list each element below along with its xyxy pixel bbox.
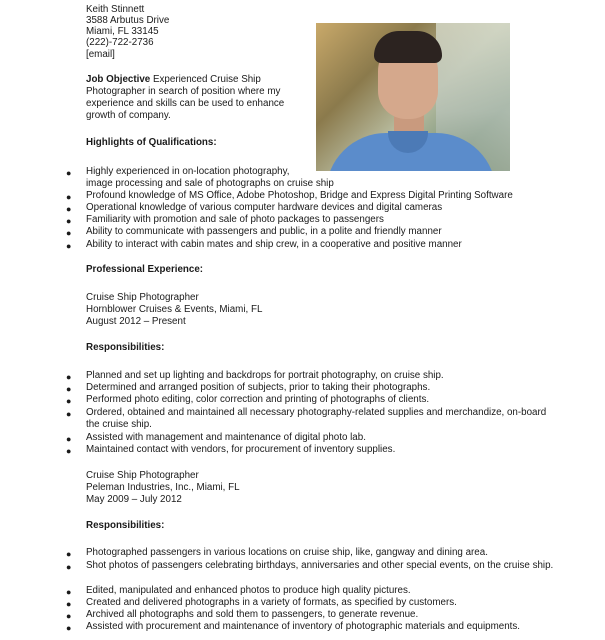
bullet-icon: ● [66, 599, 72, 609]
job-dates: August 2012 – Present [86, 316, 186, 327]
responsibility-item: Edited, manipulated and enhanced photos to produce high quality pictures. [86, 585, 411, 596]
responsibility-item: Ordered, obtained and maintained all necessary photography-related supplies and merchandize, on-board the cruise ship. [86, 407, 547, 431]
responsibility-item: Performed photo editing, color correction and printing of photographs of clients. [86, 394, 430, 405]
responsibility-item: Assisted with management and maintenance of digital photo lab. [86, 432, 366, 443]
job-company: Peleman Industries, Inc., Miami, FL [86, 482, 240, 493]
job-title: Cruise Ship Photographer [86, 292, 199, 303]
bullet-icon: ● [66, 587, 72, 597]
qualification-item: Ability to communicate with passengers and public, in a polite and friendly manner [86, 226, 442, 237]
responsibility-item: Maintained contact with vendors, for procurement of inventory supplies. [86, 444, 396, 455]
responsibilities-heading: Responsibilities: [86, 520, 165, 531]
responsibilities-heading: Responsibilities: [86, 342, 165, 353]
bullet-icon: ● [66, 384, 72, 394]
phone-number: (222)-722-2736 [86, 37, 154, 48]
job-dates: May 2009 – July 2012 [86, 494, 182, 505]
responsibility-item: Photographed passengers in various locations on cruise ship, like, gangway and dining area. [86, 547, 488, 558]
responsibility-item: Planned and set up lighting and backdrops for portrait photography, on cruise ship. [86, 370, 444, 381]
bullet-icon: ● [66, 168, 72, 178]
qualification-item-cont: image processing and sale of photographs on cruise ship [86, 178, 334, 189]
responsibility-item: Determined and arranged position of subjects, prior to taking their photographs. [86, 382, 431, 393]
qualification-item: Ability to interact with cabin mates and ship crew, in a cooperative and positive manner [86, 239, 462, 250]
bullet-icon: ● [66, 434, 72, 444]
qualifications-heading: Highlights of Qualifications: [86, 137, 217, 148]
bullet-icon: ● [66, 216, 72, 226]
objective-text-2: Photographer in search of position where my [86, 86, 281, 97]
responsibility-item: Assisted with procurement and maintenance of inventory of photographic materials and equipments. [86, 621, 521, 632]
bullet-icon: ● [66, 372, 72, 382]
qualification-item: Familiarity with promotion and sale of photo packages to passengers [86, 214, 384, 225]
bullet-icon: ● [66, 409, 72, 419]
street-address: 3588 Arbutus Drive [86, 15, 170, 26]
objective-text-3: experience and skills can be used to enhance [86, 98, 285, 109]
bullet-icon: ● [66, 611, 72, 621]
bullet-icon: ● [66, 192, 72, 202]
responsibility-item: Created and delivered photographs in a variety of formats, as specified by customers. [86, 597, 457, 608]
bullet-icon: ● [66, 228, 72, 238]
bullet-icon: ● [66, 396, 72, 406]
bullet-icon: ● [66, 623, 72, 633]
experience-heading: Professional Experience: [86, 264, 204, 275]
applicant-name: Keith Stinnett [86, 4, 145, 15]
email-address: [email] [86, 49, 115, 60]
applicant-photo [316, 23, 510, 171]
job-objective [86, 74, 261, 86]
objective-text-4: growth of company. [86, 110, 171, 121]
bullet-icon: ● [66, 241, 72, 251]
job-title: Cruise Ship Photographer [86, 470, 199, 481]
bullet-icon: ● [66, 562, 72, 572]
responsibility-item: Archived all photographs and sold them to passengers, to generate revenue. [86, 609, 419, 620]
bullet-icon: ● [66, 204, 72, 214]
objective-label: Job Objective [86, 74, 151, 85]
bullet-icon: ● [66, 549, 72, 559]
qualification-item: Operational knowledge of various computer hardware devices and digital cameras [86, 202, 443, 213]
qualification-item: Profound knowledge of MS Office, Adobe Photoshop, Bridge and Express Digital Printing Software [86, 190, 513, 201]
city-state-zip: Miami, FL 33145 [86, 26, 159, 37]
responsibility-item: Shot photos of passengers celebrating birthdays, anniversaries and other special events, on the cruise ship. [86, 560, 554, 571]
objective-text-1: Experienced Cruise Ship [152, 74, 261, 85]
bullet-icon: ● [66, 446, 72, 456]
job-company: Hornblower Cruises & Events, Miami, FL [86, 304, 263, 315]
qualification-item: Highly experienced in on-location photography, [86, 166, 290, 177]
